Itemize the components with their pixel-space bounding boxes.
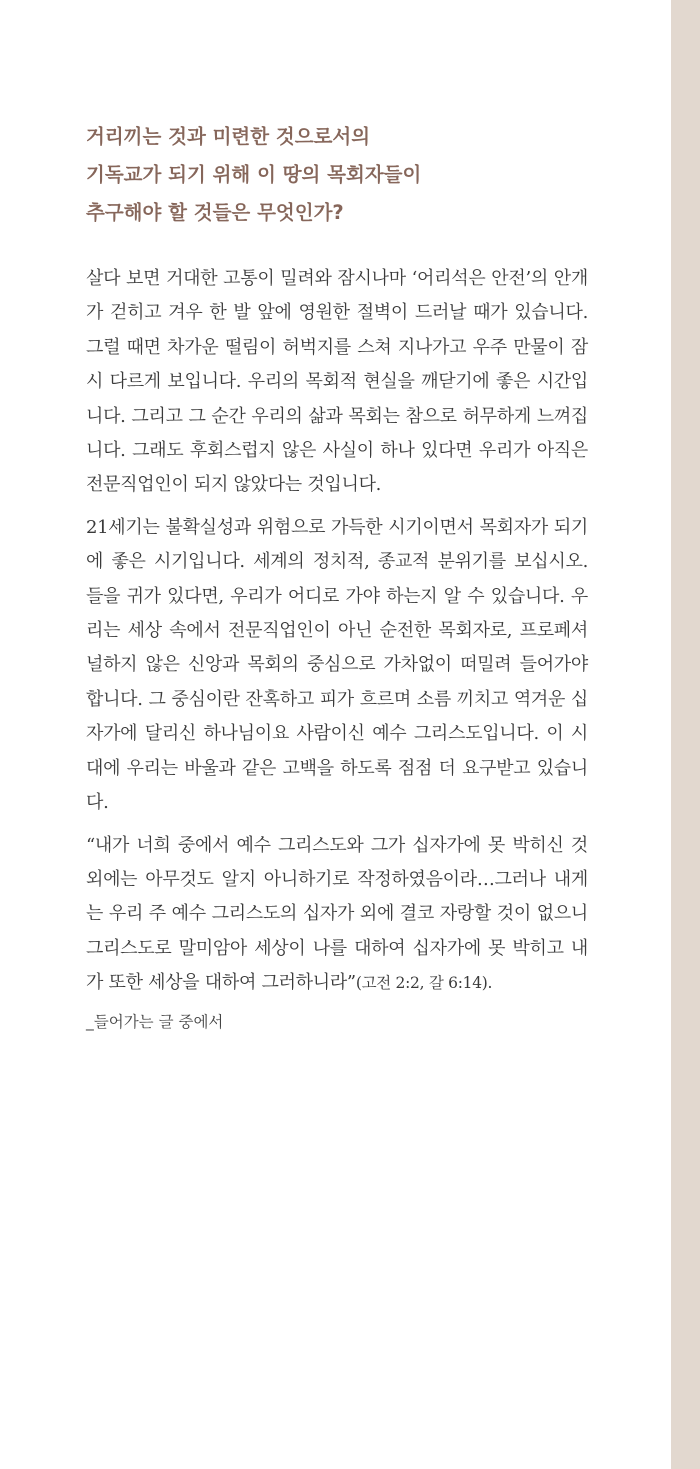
section-heading — [86, 118, 626, 232]
source-note: _들어가는 글 중에서 — [86, 1012, 224, 1031]
quote-text: “내가 너희 중에서 예수 그리스도와 그가 십자가에 못 박히신 것 외에는 아무것도 알지 아니하기로 작정하였음이라…그러나 내게는 우리 주 예수 그리스도의 십자가 외에 결코 자랑할 것이 없으니 그리스도로 말미암아 세상이 나를 대하여 십자가에 못 박히고 내가 또한 세상을 대하여 그러하니라” — [86, 834, 588, 994]
paragraph: 살다 보면 거대한 고통이 밀려와 잠시나마 ‘어리석은 안전’의 안개가 걷히고 겨우 한 발 앞에 영원한 절벽이 드러날 때가 있습니다. 그럴 때면 차가운 떨림이 허벅지를 스쳐 지나가고 우주 만물이 잠시 다르게 보입니다. 우리의 목회적 현실을 깨닫기에 좋은 시간입니다. 그리고 그 순간 우리의 삶과 목회는 참으로 허무하게 느껴집니다. 그래도 후회스럽지 않은 사실이 하나 있다면 우리가 아직은 전문직업인이 되지 않았다는 것입니다. — [86, 268, 588, 496]
paragraph: 21세기는 불확실성과 위험으로 가득한 시기이면서 목회자가 되기에 좋은 시기입니다. 세계의 정치적, 종교적 분위기를 보십시오. 들을 귀가 있다면, 우리가 어디로 가야 하는지 알 수 있습니다. 우리는 세상 속에서 전문직업인이 아닌 순전한 목회자로, 프로페셔널하지 않은 신앙과 목회의 중심으로 가차없이 떠밀려 들어가야 합니다. 그 중심이란 잔혹하고 피가 흐르며 소름 끼치고 역겨운 십자가에 달리신 하나님이요 사람이신 예수 그리스도입니다. 이 시대에 우리는 바울과 같은 고백을 하도록 점점 더 요구받고 있습니다. — [86, 516, 588, 814]
heading-line: 거리끼는 것과 미련한 것으로서의 — [86, 125, 371, 148]
scripture-quote — [86, 829, 588, 1001]
heading-line: 추구해야 할 것들은 무엇인가? — [86, 201, 344, 224]
heading-line: 기독교가 되기 위해 이 땅의 목회자들이 — [86, 163, 422, 186]
book-spine-edge — [671, 0, 700, 1469]
quote-reference: (고전 2:2, 갈 6:14). — [355, 974, 493, 993]
body-text — [86, 262, 588, 1039]
